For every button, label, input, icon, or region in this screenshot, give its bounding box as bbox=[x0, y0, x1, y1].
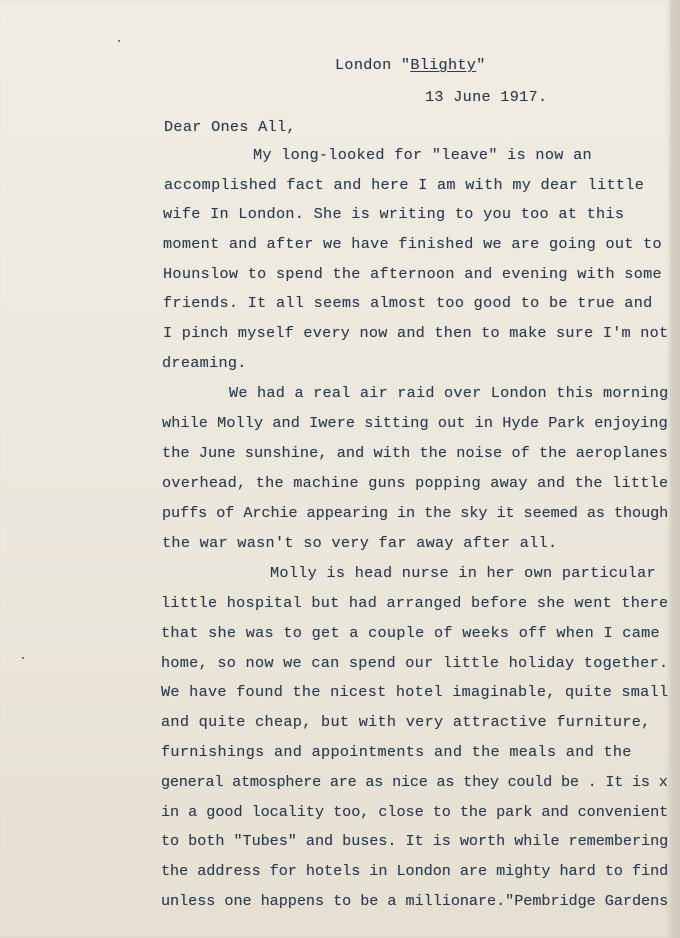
ink-speck bbox=[118, 40, 120, 42]
letter-line: accomplished fact and here I am with my dear little bbox=[164, 176, 645, 194]
letter-line: general atmosphere are as nice as they could be . It is x bbox=[161, 773, 668, 791]
letter-line: that she was to get a couple of weeks off when I came bbox=[161, 624, 660, 642]
letter-line: We have found the nicest hotel imaginable, quite small bbox=[161, 683, 669, 701]
letter-line: the war wasn't so very far away after all. bbox=[162, 534, 558, 552]
letter-line: the address for hotels in London are mighty hard to find bbox=[161, 862, 669, 880]
letter-line: home, so now we can spend our little holiday together. bbox=[161, 654, 669, 672]
letter-line: puffs of Archie appearing in the sky it seemed as though bbox=[162, 504, 669, 522]
letter-line: wife In London. She is writing to you too at this bbox=[163, 205, 625, 223]
letter-line: We had a real air raid over London this morning bbox=[229, 384, 669, 402]
letter-line: to both "Tubes" and buses. It is worth while remembering bbox=[161, 832, 669, 850]
letter-line: dreaming. bbox=[162, 354, 247, 372]
letter-salutation: Dear Ones All, bbox=[164, 118, 296, 136]
page-edge bbox=[670, 0, 680, 938]
letter-line: I pinch myself every now and then to make sure I'm not bbox=[163, 324, 669, 342]
letter-line: while Molly and Iwere sitting out in Hyde Park enjoying bbox=[162, 414, 668, 432]
letter-line: little hospital but had arranged before she went there bbox=[161, 594, 669, 612]
letter-place: London "Blighty" bbox=[335, 56, 486, 74]
letter-line: overhead, the machine guns popping away and the little bbox=[162, 474, 669, 492]
letter-line: furnishings and appointments and the meals and the bbox=[161, 743, 632, 761]
letter-line: moment and after we have finished we are going out to bbox=[163, 235, 662, 253]
ink-speck bbox=[22, 657, 24, 659]
letter-line: My long-looked for "leave" is now an bbox=[253, 146, 592, 164]
letter-line: the June sunshine, and with the noise of the aeroplanes bbox=[162, 444, 668, 462]
letter-line: in a good locality too, close to the park and convenient bbox=[161, 803, 669, 821]
letter-line: and quite cheap, but with very attractive furniture, bbox=[161, 713, 651, 731]
letter-line: unless one happens to be a millionare."Pembridge Gardens bbox=[161, 892, 669, 910]
letter-line: friends. It all seems almost too good to be true and bbox=[163, 294, 653, 312]
letter-line: Hounslow to spend the afternoon and evening with some bbox=[163, 265, 662, 283]
letter-date: 13 June 1917. bbox=[425, 88, 548, 106]
letter-line: Molly is head nurse in her own particular bbox=[270, 564, 656, 582]
